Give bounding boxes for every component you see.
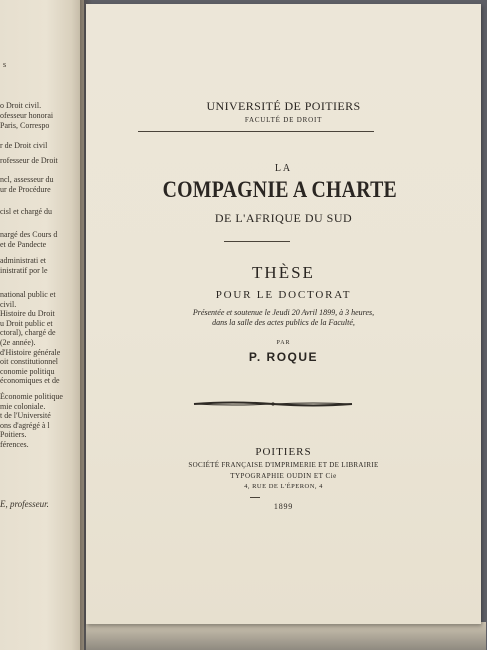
header-rule bbox=[138, 131, 374, 132]
left-page-text-line: cisl et chargé du bbox=[0, 207, 53, 216]
defense-date-line: Présentée et soutenue le Jeudi 20 Avril 1899, à 3 heures, bbox=[192, 308, 375, 317]
left-page-text-line: oit constitutionnel bbox=[0, 357, 58, 366]
left-page-text-line: Économie politique bbox=[0, 392, 63, 401]
publisher-address: 4, RUE DE L'ÉPERON, 4 bbox=[244, 483, 323, 490]
left-page-text-line: Histoire du Droit bbox=[0, 309, 55, 318]
page-stack-edge bbox=[86, 622, 486, 650]
left-page-text-line: d'Histoire générale bbox=[0, 348, 61, 357]
left-page-text-line: t de l'Université bbox=[0, 411, 51, 420]
defense-venue-line: dans la salle des actes publics de la Faculté, bbox=[212, 318, 355, 327]
left-page-text-line: Poitiers. bbox=[0, 430, 27, 439]
left-page-text-line: rofesseur de Droit bbox=[0, 156, 58, 165]
left-page-text-line: u Droit public et bbox=[0, 319, 53, 328]
left-page-text-line: Paris, Correspo bbox=[0, 121, 50, 130]
left-page-text-line: ofesseur honorai bbox=[0, 111, 54, 120]
left-page-text-line: ncl, assesseur du bbox=[0, 175, 54, 184]
left-page-text-line: mie coloniale. bbox=[0, 402, 46, 411]
title-page bbox=[86, 4, 481, 624]
publisher-name: SOCIÉTÉ FRANÇAISE D'IMPRIMERIE ET DE LIBRAIRIE bbox=[188, 461, 379, 469]
by-label: PAR bbox=[276, 340, 291, 346]
left-page-text-line: nargé des Cours d bbox=[0, 230, 58, 239]
title-article: LA bbox=[274, 163, 293, 174]
left-page-text-line: et de Pandecte bbox=[0, 240, 47, 249]
left-page-text-line: inistratif por le bbox=[0, 266, 48, 275]
author-name: P. ROQUE bbox=[248, 350, 319, 364]
ornamental-rule bbox=[192, 400, 354, 408]
degree-line: POUR LE DOCTORAT bbox=[215, 289, 352, 301]
year-rule bbox=[250, 497, 260, 498]
publication-year: 1899 bbox=[273, 502, 294, 511]
left-facing-page bbox=[0, 0, 84, 650]
faculty-name: FACULTÉ DE DROIT bbox=[244, 116, 323, 124]
main-title: COMPAGNIE A CHARTE bbox=[162, 177, 397, 202]
title-rule bbox=[224, 241, 290, 242]
left-page-text-line: économiques et de bbox=[0, 376, 60, 385]
thesis-heading: THÈSE bbox=[252, 263, 315, 282]
printer-name: TYPOGRAPHIE OUDIN ET Cie bbox=[230, 472, 337, 480]
left-page-text-line: r de Droit civil bbox=[0, 141, 48, 150]
left-page-text-line: E, professeur. bbox=[0, 500, 49, 509]
left-page-text-line: national public et bbox=[0, 290, 56, 299]
left-page-text-line: administrati et bbox=[0, 256, 46, 265]
left-page-text-line: ons d'agrégé à l bbox=[0, 421, 50, 430]
left-page-text-line: o Droit civil. bbox=[0, 101, 42, 110]
left-page-text-line: civil. bbox=[0, 300, 17, 309]
left-page-text-line: conomie politiqu bbox=[0, 367, 55, 376]
left-page-text-line: ur de Procédure bbox=[0, 185, 51, 194]
subtitle: DE L'AFRIQUE DU SUD bbox=[214, 211, 353, 225]
left-page-text-line: ctoral), chargé de bbox=[0, 328, 56, 337]
university-name: UNIVERSITÉ DE POITIERS bbox=[206, 99, 361, 113]
publication-city: POITIERS bbox=[255, 446, 312, 458]
left-page-text-line: (2e année). bbox=[0, 338, 36, 347]
left-page-text-line: s bbox=[3, 60, 7, 69]
left-page-text-line: férences. bbox=[0, 440, 29, 449]
